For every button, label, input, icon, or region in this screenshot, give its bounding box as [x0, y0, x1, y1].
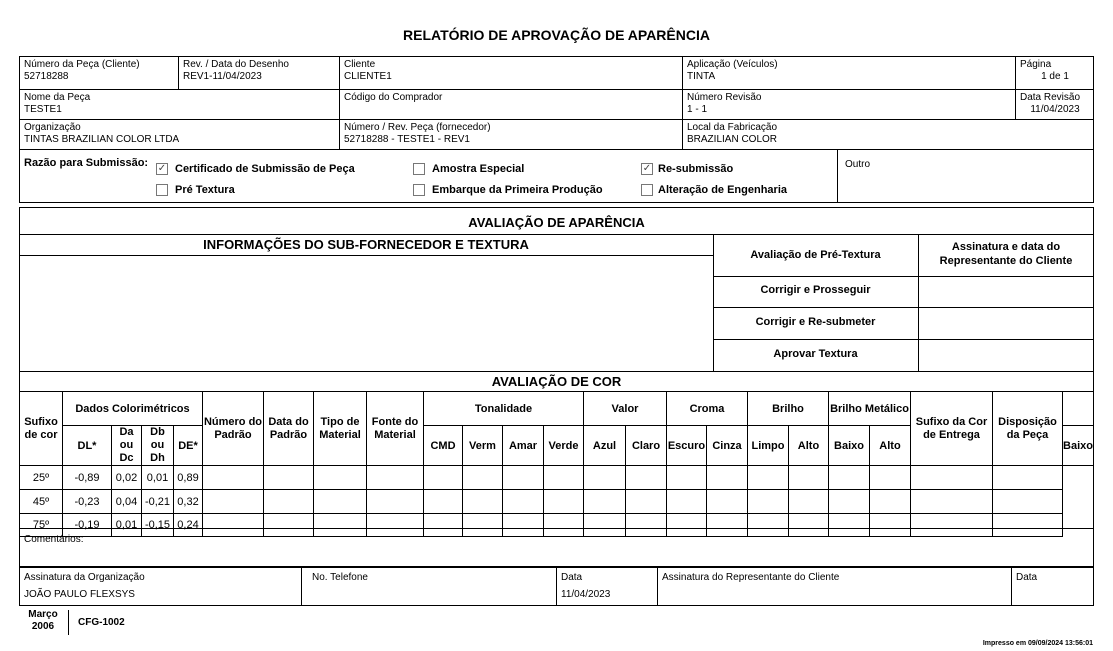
- gloss-header: Brilho: [748, 392, 829, 426]
- date-value: 11/04/2023: [561, 589, 611, 600]
- client-signature-date-label: Assinatura e data do Representante do Cliente: [939, 241, 1073, 267]
- hue-header: Tonalidade: [424, 392, 584, 426]
- supplier-part-cell: [340, 120, 682, 148]
- supplier-part-label: Número / Rev. Peça (fornecedor): [344, 122, 491, 133]
- rev-cell: [179, 57, 339, 85]
- option-correct-resubmit[interactable]: Corrigir e Re-submeter: [755, 316, 876, 328]
- value-light-header: Claro: [626, 426, 667, 466]
- page-title: RELATÓRIO DE APROVAÇÃO DE APARÊNCIA: [403, 27, 710, 43]
- da-cell: 0,02: [112, 466, 142, 490]
- option-correct-proceed[interactable]: Corrigir e Prosseguir: [760, 284, 871, 296]
- da-cell: 0,01: [112, 514, 142, 537]
- rev-value: REV1-11/04/2023: [183, 71, 262, 82]
- application-value: TINTA: [687, 71, 716, 82]
- hue-green-header: Verde: [544, 426, 584, 466]
- checkbox-part-certificate[interactable]: ✓: [157, 163, 167, 174]
- manufacturing-cell: [683, 120, 1093, 148]
- standard-date-header: Data do Padrão: [264, 392, 314, 466]
- revision-number-value: 1 - 1: [687, 104, 708, 115]
- supplier-part-value: 52718288 - TESTE1 - REV1: [344, 134, 470, 145]
- rev-label: Rev. / Data do Desenho: [183, 59, 289, 70]
- revision-number-label: Número Revisão: [687, 92, 762, 103]
- application-label: Aplicação (Veículos): [687, 59, 778, 70]
- gloss-low-header: Baixo: [829, 426, 870, 466]
- pre-texture-label: Avaliação de Pré-Textura: [750, 249, 881, 261]
- client-signature-label: Assinatura do Representante do Cliente: [662, 572, 840, 583]
- part-number-cell: [20, 57, 178, 85]
- da-header: Da ou Dc: [112, 426, 142, 466]
- table-row: [20, 466, 1094, 490]
- de-cell: 0,24: [174, 514, 203, 537]
- part-name-cell: [20, 90, 339, 118]
- org-signature-cell: [20, 570, 300, 603]
- hue-yellow-header: Amar: [503, 426, 544, 466]
- page-cell: [1016, 57, 1094, 85]
- chroma-header: Croma: [667, 392, 748, 426]
- suffix-header: Sufixo de cor: [20, 392, 63, 466]
- date2-cell: [1012, 570, 1094, 586]
- comments-box: [19, 528, 1094, 567]
- dl-cell: -0,23: [63, 490, 112, 514]
- disposition-header: Disposição da Peça: [993, 392, 1063, 466]
- gloss-high-header: Alto: [789, 426, 829, 466]
- material-source-header: Fonte do Material: [367, 392, 424, 466]
- part-number-label: Número da Peça (Cliente): [24, 59, 140, 70]
- submission-label: Razão para Submissão:: [24, 157, 149, 169]
- org-signature-label: Assinatura da Organização: [24, 572, 145, 583]
- other-label: Outro: [845, 159, 871, 170]
- client-value: CLIENTE1: [344, 71, 392, 82]
- angle-cell: 45º: [20, 490, 63, 514]
- client-cell: [340, 57, 682, 85]
- de-cell: 0,32: [174, 490, 203, 514]
- part-name-value: TESTE1: [24, 104, 62, 115]
- manufacturing-label: Local da Fabricação: [687, 122, 778, 133]
- part-number-value: 52718288: [24, 71, 69, 82]
- organization-value: TINTAS BRAZILIAN COLOR LTDA: [24, 134, 180, 145]
- client-signature-cell: [658, 570, 1011, 586]
- manufacturing-value: BRAZILIAN COLOR: [687, 134, 778, 145]
- phone-cell: [308, 570, 556, 586]
- page-label: Página: [1020, 59, 1052, 70]
- metallic-header: Brilho Metálico: [829, 392, 911, 426]
- phone-label: No. Telefone: [312, 572, 368, 583]
- dl-cell: -0,19: [63, 514, 112, 537]
- hue-blue-header: Azul: [584, 426, 626, 466]
- revision-date-label: Data Revisão: [1020, 92, 1081, 103]
- angle-cell: 25º: [20, 466, 63, 490]
- db-cell: 0,01: [142, 466, 174, 490]
- buyer-code-label: Código do Comprador: [344, 92, 443, 103]
- date-label: Data: [561, 572, 583, 583]
- value-dark-header: Escuro: [667, 426, 707, 466]
- option-special-sample-label: Amostra Especial: [432, 163, 525, 175]
- option-part-certificate-label: Certificado de Submissão de Peça: [175, 163, 355, 175]
- option-engineering-change-label: Alteração de Engenharia: [658, 184, 787, 196]
- checkbox-resubmission[interactable]: ✓: [642, 163, 652, 174]
- checkbox-special-sample[interactable]: [413, 163, 425, 175]
- page-value: 1 de 1: [1041, 71, 1069, 82]
- metallic-low-header: Baixo: [1063, 426, 1094, 466]
- organization-label: Organização: [24, 122, 81, 133]
- application-cell: [683, 57, 1015, 85]
- checkbox-first-production[interactable]: [413, 184, 425, 196]
- db-cell: -0,21: [142, 490, 174, 514]
- dl-cell: -0,89: [63, 466, 112, 490]
- option-first-production-label: Embarque da Primeira Produção: [432, 184, 603, 196]
- dl-header: DL*: [63, 426, 112, 466]
- db-cell: -0,15: [142, 514, 174, 537]
- standard-number-header: Número do Padrão: [203, 392, 264, 466]
- delivery-suffix-header: Sufixo da Cor de Entrega: [911, 392, 993, 466]
- value-header: Valor: [584, 392, 667, 426]
- material-type-header: Tipo de Material: [314, 392, 367, 466]
- checkbox-pre-texture[interactable]: [156, 184, 168, 196]
- option-pre-texture-label: Pré Textura: [175, 184, 235, 196]
- comments-label: Comentários:: [24, 534, 84, 545]
- revision-number-cell: [683, 90, 1015, 118]
- metallic-high-header: Alto: [870, 426, 911, 466]
- revision-date-value: 11/04/2023: [1030, 104, 1080, 115]
- form-code: CFG-1002: [78, 617, 125, 628]
- client-label: Cliente: [344, 59, 376, 70]
- color-title: AVALIAÇÃO DE COR: [491, 374, 622, 389]
- option-approve-texture[interactable]: Aprovar Textura: [773, 348, 858, 360]
- part-name-label: Nome da Peça: [24, 92, 91, 103]
- organization-cell: [20, 120, 339, 148]
- option-resubmission-label: Re-submissão: [658, 163, 734, 175]
- de-cell: 0,89: [174, 466, 203, 490]
- da-cell: 0,04: [112, 490, 142, 514]
- buyer-code-cell: [340, 90, 682, 106]
- angle-cell: 75º: [20, 514, 63, 537]
- hue-red-header: Verm: [463, 426, 503, 466]
- checkbox-engineering-change[interactable]: [641, 184, 653, 196]
- revision-date-cell: [1016, 90, 1094, 118]
- appearance-title: AVALIAÇÃO DE APARÊNCIA: [468, 215, 645, 230]
- de-header: DE*: [174, 426, 203, 466]
- chroma-clean-header: Limpo: [748, 426, 789, 466]
- chroma-gray-header: Cinza: [707, 426, 748, 466]
- table-row: [20, 490, 1094, 514]
- db-header: Db ou Dh: [142, 426, 174, 466]
- subsupplier-title: INFORMAÇÕES DO SUB-FORNECEDOR E TEXTURA: [203, 237, 529, 252]
- color-table: [19, 391, 1094, 537]
- org-signature-value: JOÃO PAULO FLEXSYS: [24, 589, 135, 600]
- colorimetric-header: Dados Colorimétricos: [63, 392, 203, 426]
- form-date: Março 2006: [28, 609, 58, 632]
- printed-timestamp: Impresso em 09/09/2024 13:56:01: [982, 640, 1093, 647]
- cmd-header: CMD: [424, 426, 463, 466]
- date-cell: [557, 570, 657, 603]
- date2-label: Data: [1016, 572, 1038, 583]
